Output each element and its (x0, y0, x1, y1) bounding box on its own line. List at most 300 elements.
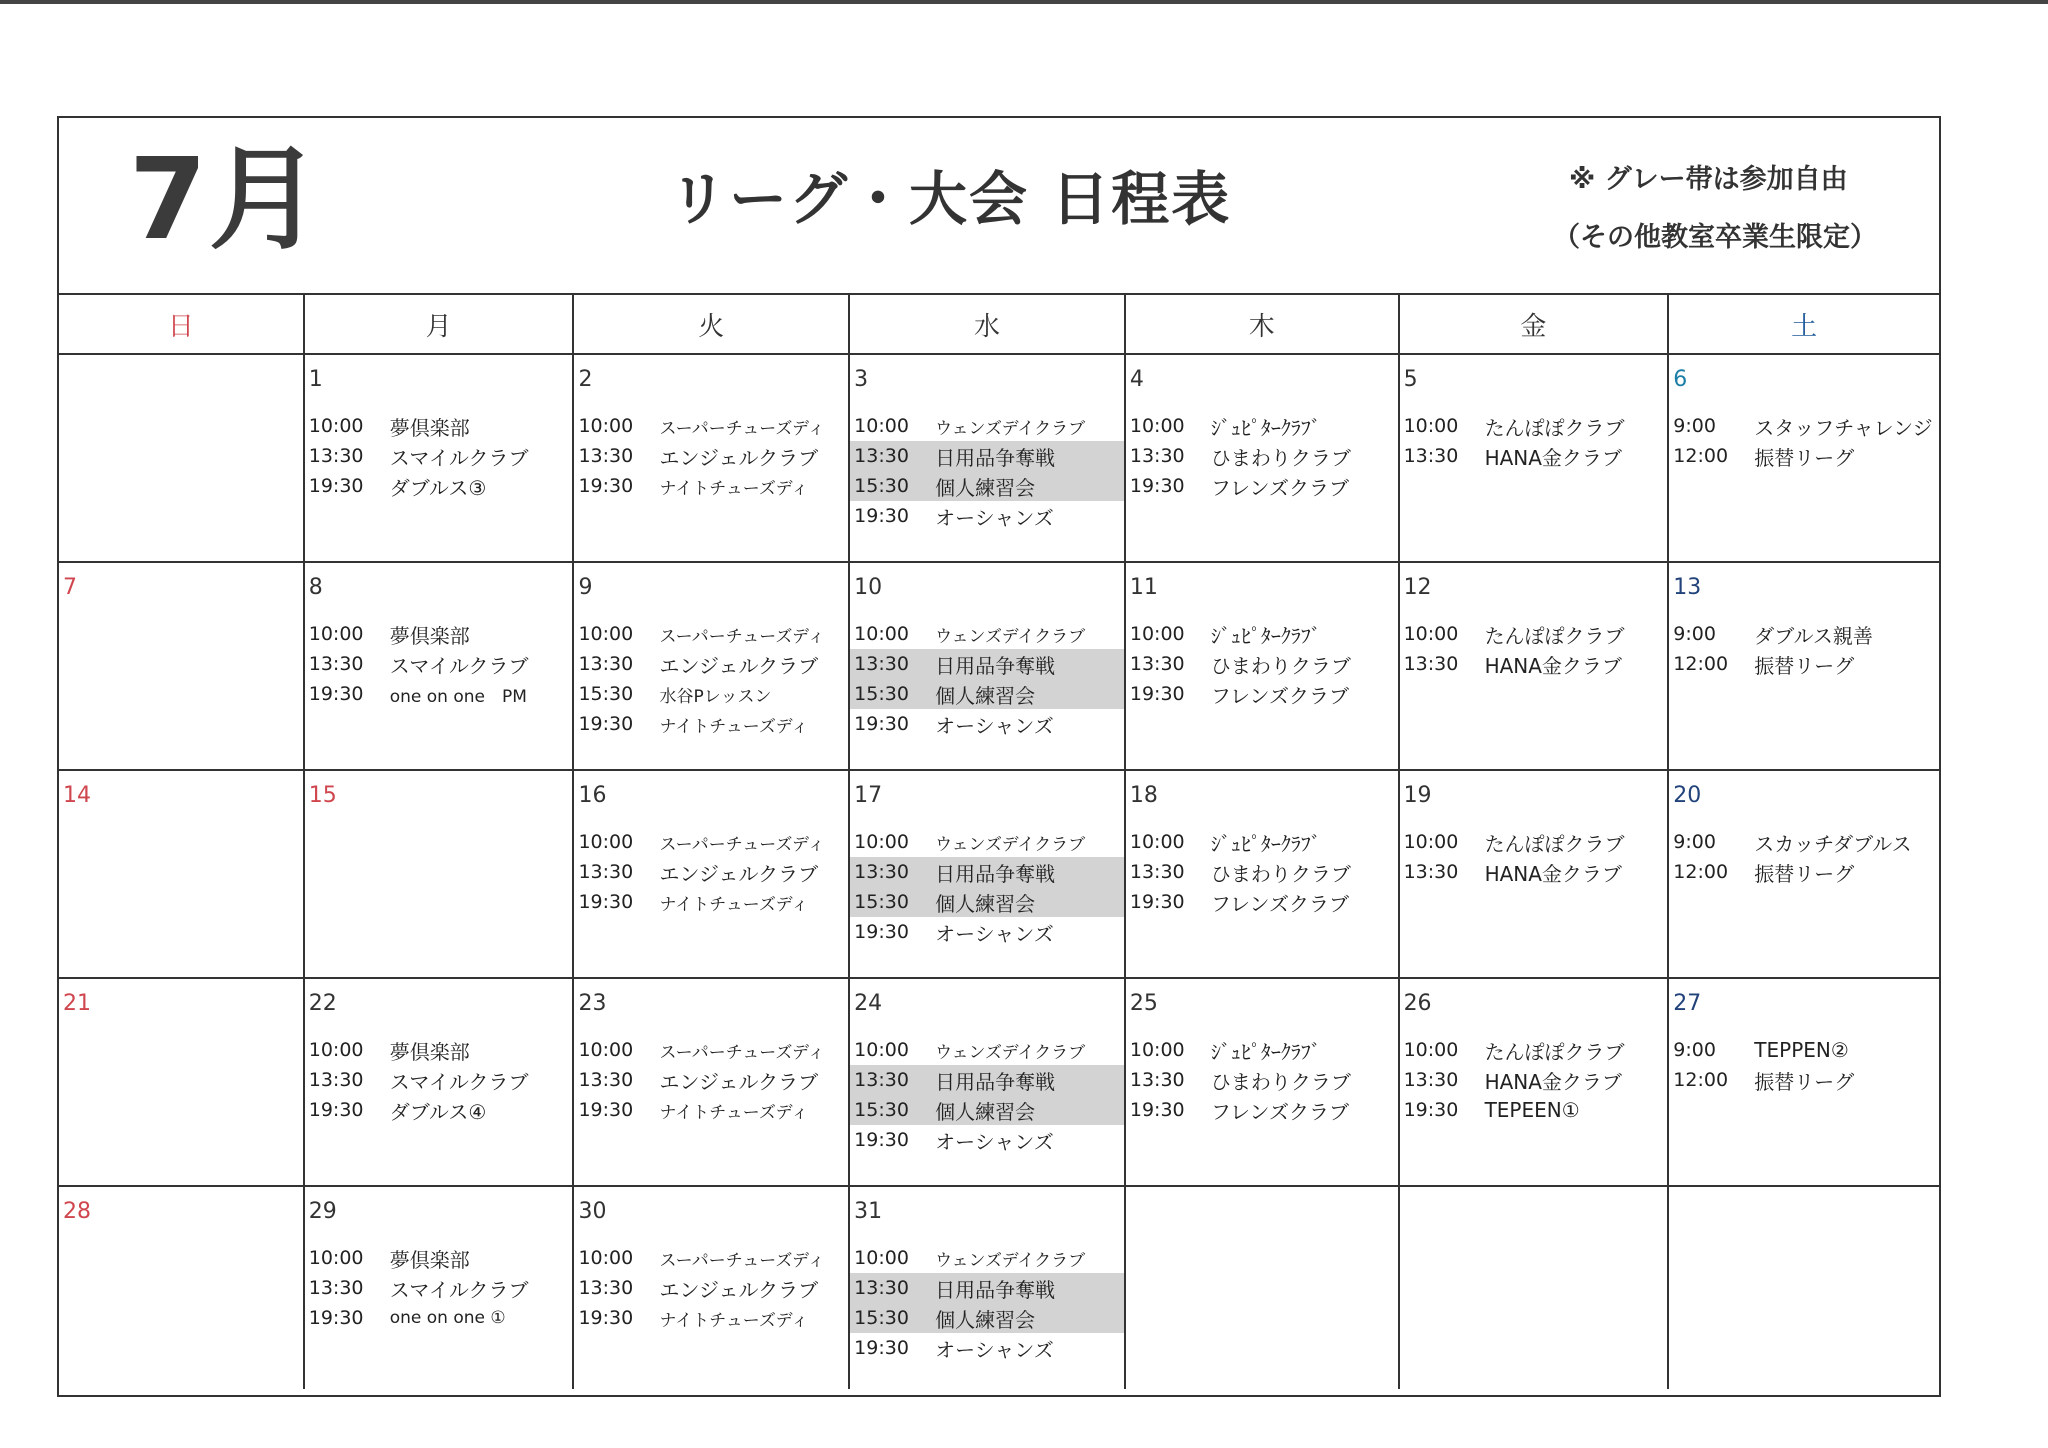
event-time: 10:00 (1403, 623, 1459, 645)
event-item-open (850, 1095, 1124, 1125)
event-name: ウェンズデイクラブ (935, 834, 1086, 855)
event-name: HANA金クラブ (1484, 1069, 1622, 1094)
event-time: 10:00 (854, 1247, 909, 1269)
event-name: TEPEEN① (1484, 1098, 1580, 1122)
event-time: 15:30 (854, 891, 909, 913)
day-number: 27 (1673, 991, 1702, 1016)
event-item (1669, 827, 1939, 857)
day-number: 10 (854, 575, 883, 600)
event-list (1669, 619, 1939, 679)
event-name: ウェンズデイクラブ (935, 626, 1086, 647)
event-time: 19:30 (578, 891, 634, 913)
day-number: 14 (63, 783, 91, 808)
day-number: 6 (1673, 367, 1688, 392)
event-item (850, 411, 1124, 441)
event-list (1669, 411, 1939, 471)
event-list (1669, 1035, 1939, 1095)
event-item-open (850, 1273, 1124, 1303)
event-time: 19:30 (578, 713, 634, 735)
event-time: 13:30 (1403, 653, 1459, 675)
event-name: たんぽぽクラブ (1484, 623, 1625, 648)
day-number: 26 (1403, 991, 1432, 1016)
day-number: 31 (854, 1199, 883, 1224)
event-name: 夢倶楽部 (389, 1247, 470, 1272)
event-item (574, 887, 848, 917)
event-time: 13:30 (854, 445, 909, 467)
event-time: 15:30 (854, 1307, 909, 1329)
event-item (1126, 887, 1398, 917)
day-cell (1126, 563, 1400, 769)
event-time: 19:30 (1403, 1099, 1459, 1121)
event-item (1126, 441, 1398, 471)
event-time: 10:00 (1403, 415, 1459, 437)
event-time: 13:30 (308, 1069, 364, 1091)
event-time: 9:00 (1673, 831, 1716, 853)
schedule-header (59, 118, 1939, 295)
event-time: 19:30 (854, 1129, 909, 1151)
day-number: 22 (308, 991, 337, 1016)
event-name: スカッチダブルス (1754, 831, 1912, 856)
event-time: 13:30 (854, 653, 909, 675)
event-item (850, 619, 1124, 649)
event-list (1126, 619, 1398, 709)
event-list (574, 1035, 848, 1125)
day-cell (574, 563, 850, 769)
day-number: 20 (1673, 783, 1702, 808)
event-item (574, 709, 848, 739)
event-item (1126, 411, 1398, 441)
day-number: 30 (578, 1199, 607, 1224)
event-time: 13:30 (1129, 653, 1185, 675)
event-time: 10:00 (578, 1039, 634, 1061)
day-cell (1126, 355, 1400, 561)
event-item-open (850, 1065, 1124, 1095)
event-time: 15:30 (854, 1099, 909, 1121)
event-name: スーパーチューズディ (659, 626, 825, 647)
event-item (850, 709, 1124, 739)
event-name: エンジェルクラブ (659, 861, 819, 886)
event-time: 19:30 (1129, 683, 1185, 705)
day-cell (305, 979, 575, 1185)
day-number: 21 (63, 991, 91, 1016)
event-name: ウェンズデイクラブ (935, 1042, 1086, 1063)
event-item (574, 1243, 848, 1273)
event-time: 13:30 (578, 861, 634, 883)
weekday-wed: 水 (850, 295, 1126, 353)
event-item (574, 619, 848, 649)
event-time: 19:30 (308, 1307, 364, 1329)
day-cell (1669, 563, 1939, 769)
event-time: 10:00 (308, 1039, 364, 1061)
event-item (1669, 649, 1939, 679)
event-name: 夢倶楽部 (389, 1039, 470, 1064)
day-number: 16 (578, 783, 607, 808)
event-item (574, 857, 848, 887)
legend-note-sub: （その他教室卒業生限定） (1553, 222, 1877, 253)
event-time: 19:30 (578, 1099, 634, 1121)
day-number: 5 (1403, 367, 1418, 392)
weekday-mon: 月 (305, 295, 575, 353)
event-name: ダブルス③ (389, 475, 487, 500)
event-time: 13:30 (1129, 1069, 1185, 1091)
event-time: 19:30 (854, 921, 909, 943)
event-name: たんぽぽクラブ (1484, 831, 1625, 856)
event-time: 10:00 (308, 1247, 364, 1269)
day-cell (1669, 1187, 1939, 1389)
event-list (305, 411, 573, 501)
event-item-open (850, 471, 1124, 501)
event-name: 個人練習会 (935, 1307, 1036, 1332)
event-name: ｼﾞｭﾋﾟﾀｰｸﾗﾌﾞ (1210, 623, 1321, 648)
page-title: リーグ・大会 日程表 (669, 165, 1232, 233)
event-name: HANA金クラブ (1484, 861, 1622, 886)
event-name: 振替リーグ (1754, 445, 1855, 470)
event-name: 振替リーグ (1754, 1069, 1855, 1094)
event-name: オーシャンズ (935, 505, 1054, 530)
day-number: 9 (578, 575, 593, 600)
event-list (1400, 619, 1668, 679)
event-item (1126, 1065, 1398, 1095)
event-item (305, 649, 573, 679)
scan-top-edge (0, 0, 2048, 4)
day-number: 8 (308, 575, 323, 600)
day-cell (1400, 563, 1670, 769)
event-item-open (850, 649, 1124, 679)
day-number: 2 (578, 367, 593, 392)
event-time: 10:00 (308, 415, 364, 437)
event-item (1400, 857, 1668, 887)
event-name: オーシャンズ (935, 1129, 1054, 1154)
event-name: 日用品争奪戦 (935, 861, 1056, 886)
day-cell (305, 1187, 575, 1389)
event-item (1126, 649, 1398, 679)
event-time: 10:00 (1129, 831, 1185, 853)
day-number: 12 (1403, 575, 1432, 600)
weekday-sun: 日 (59, 295, 305, 353)
event-name: エンジェルクラブ (659, 1277, 819, 1302)
event-name: 個人練習会 (935, 683, 1036, 708)
day-cell (1126, 771, 1400, 977)
event-item (1669, 411, 1939, 441)
day-cell (59, 355, 305, 561)
event-list (574, 827, 848, 917)
day-cell (1669, 771, 1939, 977)
calendar-week-row (59, 563, 1939, 771)
event-name: スマイルクラブ (389, 1069, 529, 1094)
event-time: 13:30 (578, 1277, 634, 1299)
event-item (574, 1095, 848, 1125)
event-time: 13:30 (1129, 861, 1185, 883)
event-time: 10:00 (854, 415, 909, 437)
event-name: ダブルス④ (389, 1099, 487, 1124)
event-time: 12:00 (1673, 653, 1729, 675)
event-time: 13:30 (308, 1277, 364, 1299)
event-item (305, 1065, 573, 1095)
event-item (305, 471, 573, 501)
day-cell (574, 1187, 850, 1389)
event-item (305, 411, 573, 441)
event-list (574, 411, 848, 501)
event-name: one on one PM (389, 686, 527, 707)
event-item (574, 649, 848, 679)
event-name: オーシャンズ (935, 1337, 1054, 1362)
event-name: スマイルクラブ (389, 653, 529, 678)
event-time: 19:30 (854, 1337, 909, 1359)
event-item (850, 1243, 1124, 1273)
event-item (305, 1243, 573, 1273)
event-item (1400, 619, 1668, 649)
event-name: 個人練習会 (935, 1099, 1036, 1124)
event-name: ひまわりクラブ (1210, 861, 1351, 886)
day-number: 19 (1403, 783, 1432, 808)
event-list (850, 1243, 1124, 1363)
event-item (850, 827, 1124, 857)
day-cell (305, 355, 575, 561)
day-number: 11 (1129, 575, 1158, 600)
event-time: 9:00 (1673, 415, 1716, 437)
event-time: 19:30 (1129, 1099, 1185, 1121)
event-name: ナイトチューズディ (659, 1102, 809, 1123)
event-item (1126, 1035, 1398, 1065)
event-item (1126, 857, 1398, 887)
month-label: 7月 (129, 135, 323, 265)
event-item-open (850, 857, 1124, 887)
day-cell (850, 355, 1126, 561)
day-number: 7 (63, 575, 77, 600)
day-number: 17 (854, 783, 883, 808)
event-item (574, 441, 848, 471)
event-time: 13:30 (1403, 445, 1459, 467)
event-time: 15:30 (854, 475, 909, 497)
day-cell (1126, 979, 1400, 1185)
event-item (1669, 857, 1939, 887)
event-item (305, 1273, 573, 1303)
day-cell (1400, 1187, 1670, 1389)
event-list (850, 619, 1124, 739)
event-list (1126, 827, 1398, 917)
event-list (850, 411, 1124, 531)
calendar-week-row (59, 355, 1939, 563)
event-time: 19:30 (308, 475, 364, 497)
event-name: スタッフチャレンジ (1754, 415, 1933, 440)
event-name: たんぽぽクラブ (1484, 415, 1625, 440)
event-time: 10:00 (1129, 415, 1185, 437)
event-name: ナイトチューズディ (659, 1310, 809, 1331)
day-cell (305, 563, 575, 769)
event-name: 個人練習会 (935, 475, 1036, 500)
day-cell (1126, 1187, 1400, 1389)
day-number: 13 (1673, 575, 1702, 600)
event-name: ｼﾞｭﾋﾟﾀｰｸﾗﾌﾞ (1210, 1039, 1321, 1064)
day-number: 23 (578, 991, 607, 1016)
event-item-open (850, 1303, 1124, 1333)
event-time: 9:00 (1673, 623, 1716, 645)
event-list (1126, 1035, 1398, 1125)
event-name: オーシャンズ (935, 921, 1054, 946)
event-time: 10:00 (578, 623, 634, 645)
event-item (574, 1065, 848, 1095)
event-time: 13:30 (578, 445, 634, 467)
event-list (574, 1243, 848, 1333)
schedule-sheet (57, 116, 1941, 1397)
event-list (305, 619, 573, 709)
day-number: 24 (854, 991, 883, 1016)
event-name: エンジェルクラブ (659, 1069, 819, 1094)
event-time: 10:00 (1129, 623, 1185, 645)
event-name: ナイトチューズディ (659, 716, 809, 737)
day-cell (305, 771, 575, 977)
event-name: ウェンズデイクラブ (935, 418, 1086, 439)
event-time: 13:30 (1403, 861, 1459, 883)
event-item (305, 441, 573, 471)
event-item (1400, 827, 1668, 857)
day-cell (850, 979, 1126, 1185)
event-time: 15:30 (854, 683, 909, 705)
event-name: ナイトチューズディ (659, 478, 809, 499)
event-name: スマイルクラブ (389, 1277, 529, 1302)
event-time: 10:00 (578, 415, 634, 437)
day-cell (59, 563, 305, 769)
event-time: 19:30 (1129, 891, 1185, 913)
weekday-tue: 火 (574, 295, 850, 353)
event-time: 12:00 (1673, 861, 1729, 883)
event-item (1669, 1065, 1939, 1095)
event-item (1669, 1035, 1939, 1065)
calendar-week-row (59, 1187, 1939, 1389)
event-time: 19:30 (854, 505, 909, 527)
event-item (1400, 1095, 1668, 1125)
event-time: 13:30 (854, 1277, 909, 1299)
event-name: フレンズクラブ (1210, 891, 1349, 916)
event-name: 日用品争奪戦 (935, 445, 1056, 470)
event-name: 夢倶楽部 (389, 415, 470, 440)
day-number: 15 (308, 783, 337, 808)
event-time: 9:00 (1673, 1039, 1716, 1061)
weekday-sat: 土 (1791, 311, 1818, 342)
event-list (1400, 827, 1668, 887)
day-number: 4 (1129, 367, 1144, 392)
event-item (1400, 1035, 1668, 1065)
event-item (305, 619, 573, 649)
event-item (305, 1303, 573, 1333)
event-time: 13:30 (578, 1069, 634, 1091)
event-time: 10:00 (854, 831, 909, 853)
event-item-open (850, 887, 1124, 917)
event-time: 19:30 (308, 683, 364, 705)
event-name: ひまわりクラブ (1210, 1069, 1351, 1094)
event-time: 10:00 (578, 831, 634, 853)
event-time: 10:00 (854, 1039, 909, 1061)
event-name: スーパーチューズディ (659, 1250, 825, 1271)
calendar-week-row (59, 771, 1939, 979)
event-name: 日用品争奪戦 (935, 653, 1056, 678)
event-item (1126, 471, 1398, 501)
event-name: 夢倶楽部 (389, 623, 470, 648)
event-time: 13:30 (308, 445, 364, 467)
event-item (1669, 619, 1939, 649)
event-time: 10:00 (1129, 1039, 1185, 1061)
day-cell (1669, 979, 1939, 1185)
weekday-header-row (59, 295, 1939, 355)
event-item (1400, 1065, 1668, 1095)
event-list (1669, 827, 1939, 887)
event-time: 13:30 (854, 1069, 909, 1091)
day-cell (59, 979, 305, 1185)
event-name: 日用品争奪戦 (935, 1277, 1056, 1302)
event-time: 10:00 (578, 1247, 634, 1269)
day-cell (59, 1187, 305, 1389)
event-name: オーシャンズ (935, 713, 1054, 738)
event-item (850, 1035, 1124, 1065)
event-time: 12:00 (1673, 445, 1729, 467)
event-name: 個人練習会 (935, 891, 1036, 916)
event-time: 19:30 (1129, 475, 1185, 497)
event-name: フレンズクラブ (1210, 1099, 1349, 1124)
event-item (1126, 827, 1398, 857)
event-item (574, 1303, 848, 1333)
event-list (574, 619, 848, 739)
event-name: フレンズクラブ (1210, 475, 1349, 500)
event-name: エンジェルクラブ (659, 445, 819, 470)
event-list (305, 1243, 573, 1333)
event-name: ひまわりクラブ (1210, 653, 1351, 678)
legend-note: ※ グレー帯は参加自由 (1569, 164, 1848, 195)
event-item (305, 1095, 573, 1125)
event-name: ダブルス親善 (1754, 623, 1873, 648)
event-item (1126, 679, 1398, 709)
event-item (1400, 441, 1668, 471)
event-name: スーパーチューズディ (659, 1042, 825, 1063)
day-number: 1 (308, 367, 323, 392)
event-item (574, 411, 848, 441)
event-list (850, 827, 1124, 947)
event-time: 10:00 (1403, 831, 1459, 853)
event-item (1669, 441, 1939, 471)
event-item (1400, 411, 1668, 441)
event-item-open (850, 679, 1124, 709)
weekday-thu: 木 (1126, 295, 1400, 353)
event-time: 19:30 (854, 713, 909, 735)
event-name: ｼﾞｭﾋﾟﾀｰｸﾗﾌﾞ (1210, 415, 1321, 440)
event-list (305, 1035, 573, 1125)
event-list (850, 1035, 1124, 1155)
event-time: 13:30 (578, 653, 634, 675)
day-cell (574, 771, 850, 977)
event-item (574, 471, 848, 501)
event-name: ナイトチューズディ (659, 894, 809, 915)
event-item (850, 917, 1124, 947)
event-item-open (850, 441, 1124, 471)
event-name: ｼﾞｭﾋﾟﾀｰｸﾗﾌﾞ (1210, 831, 1321, 856)
event-name: 振替リーグ (1754, 861, 1855, 886)
event-time: 13:30 (1129, 445, 1185, 467)
event-name: ウェンズデイクラブ (935, 1250, 1086, 1271)
event-time: 19:30 (308, 1099, 364, 1121)
event-list (1400, 1035, 1668, 1125)
day-cell (850, 1187, 1126, 1389)
event-item (574, 679, 848, 709)
event-time: 15:30 (578, 683, 634, 705)
event-name: one on one ① (389, 1308, 506, 1328)
event-item (1400, 649, 1668, 679)
event-item (1126, 619, 1398, 649)
event-time: 13:30 (1403, 1069, 1459, 1091)
event-time: 13:30 (308, 653, 364, 675)
event-name: HANA金クラブ (1484, 653, 1622, 678)
event-time: 19:30 (578, 475, 634, 497)
event-name: スマイルクラブ (389, 445, 529, 470)
day-number: 3 (854, 367, 869, 392)
